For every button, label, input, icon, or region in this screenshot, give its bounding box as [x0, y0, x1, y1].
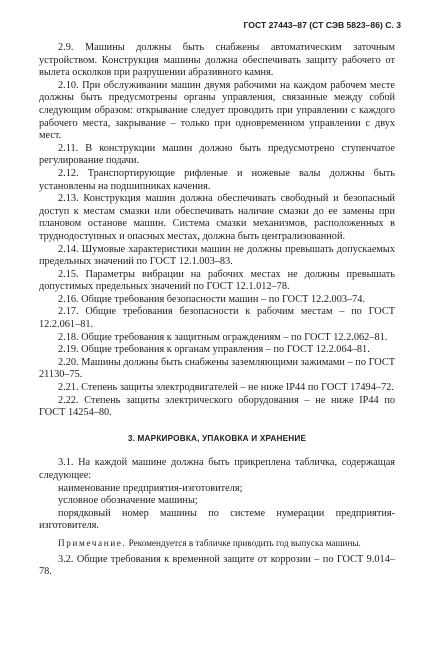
section-title: 3. МАРКИРОВКА, УПАКОВКА И ХРАНЕНИЕ	[127, 433, 307, 443]
paragraph-2-17: 2.17. Общие требования безопасности к рабочим местам – по ГОСТ 12.2.061–81.	[39, 306, 395, 331]
list-item-manufacturer: наименование предприятия-изготовителя;	[58, 482, 243, 494]
page-header: ГОСТ 27443–87 (СТ СЭВ 5823–86) С. 3	[243, 20, 401, 30]
document-body	[39, 42, 395, 579]
paragraph-2-11: 2.11. В конструкции машин должно быть предусмотрено ступенчатое регулирование подачи.	[39, 142, 395, 167]
paragraph-2-15: 2.15. Параметры вибрации на рабочих местах не должны превышать допустимых предельных значений по ГОСТ 12.1.012–78.	[39, 268, 395, 293]
paragraph-2-14: 2.14. Шумовые характеристики машин не должны превышать допускаемых предельных значений по ГОСТ 12.1.003–83.	[39, 243, 395, 268]
paragraph-2-13: 2.13. Конструкция машин должна обеспечивать свободный и безопасный доступ к местам смазки или обеспечивать наличие смазки до ее замены при плановом останове машин. Система смазки механизмов, расположенных в труднодоступных и опасных местах, должна быть централизованной.	[39, 193, 395, 242]
list-item-serial-number: порядковый номер машины по системе нумерации предприятия-изготовителя.	[39, 507, 395, 532]
paragraph-2-16: 2.16. Общие требования безопасности машин – по ГОСТ 12.2.003–74.	[58, 293, 366, 305]
paragraph-3-1: 3.1. На каждой машине должна быть прикреплена табличка, содержащая следующее:	[39, 457, 395, 481]
list-item-designation: условное обозначение машины;	[58, 495, 198, 507]
paragraph-2-20: 2.20. Машины должны быть снабжены заземляющими зажимами – по ГОСТ 21130–75.	[39, 356, 395, 381]
note	[39, 537, 395, 550]
note-label: Примечание.	[58, 537, 127, 548]
paragraph-3-2: 3.2. Общие требования к временной защите от коррозии – по ГОСТ 9.014–78.	[39, 553, 395, 578]
paragraph-2-10: 2.10. При обслуживании машин двумя рабочими на каждом рабочем месте должны быть предусмотрены органы управления, связанные между собой следующим образом: открывание следует проводить при управлении с каждого рабочего места, закрывание – только при одновременном управлении с двух мест.	[39, 79, 395, 142]
paragraph-2-9: 2.9. Машины должны быть снабжены автоматическим заточным устройством. Конструкция машины должна обеспечивать защиту рабочего от вылета осколков при разрушении абразивного камня.	[39, 42, 395, 79]
paragraph-2-21: 2.21. Степень защиты электродвигателей – не ниже IP44 по ГОСТ 17494–72.	[58, 382, 394, 394]
paragraph-2-19: 2.19. Общие требования к органам управления – по ГОСТ 12.2.064–81.	[58, 344, 370, 356]
paragraph-2-12: 2.12. Транспортирующие рифленые и ножевые валы должны быть установлены на подшипниках качения.	[39, 167, 395, 192]
paragraph-2-18: 2.18. Общие требования к защитным ограждениям – по ГОСТ 12.2.062–81.	[58, 331, 388, 343]
paragraph-2-22: 2.22. Степень защиты электрического оборудования – не ниже IP44 по ГОСТ 14254–80.	[39, 394, 395, 419]
note-text: Рекомендуется в табличке приводить год выпуска машины.	[128, 537, 361, 548]
